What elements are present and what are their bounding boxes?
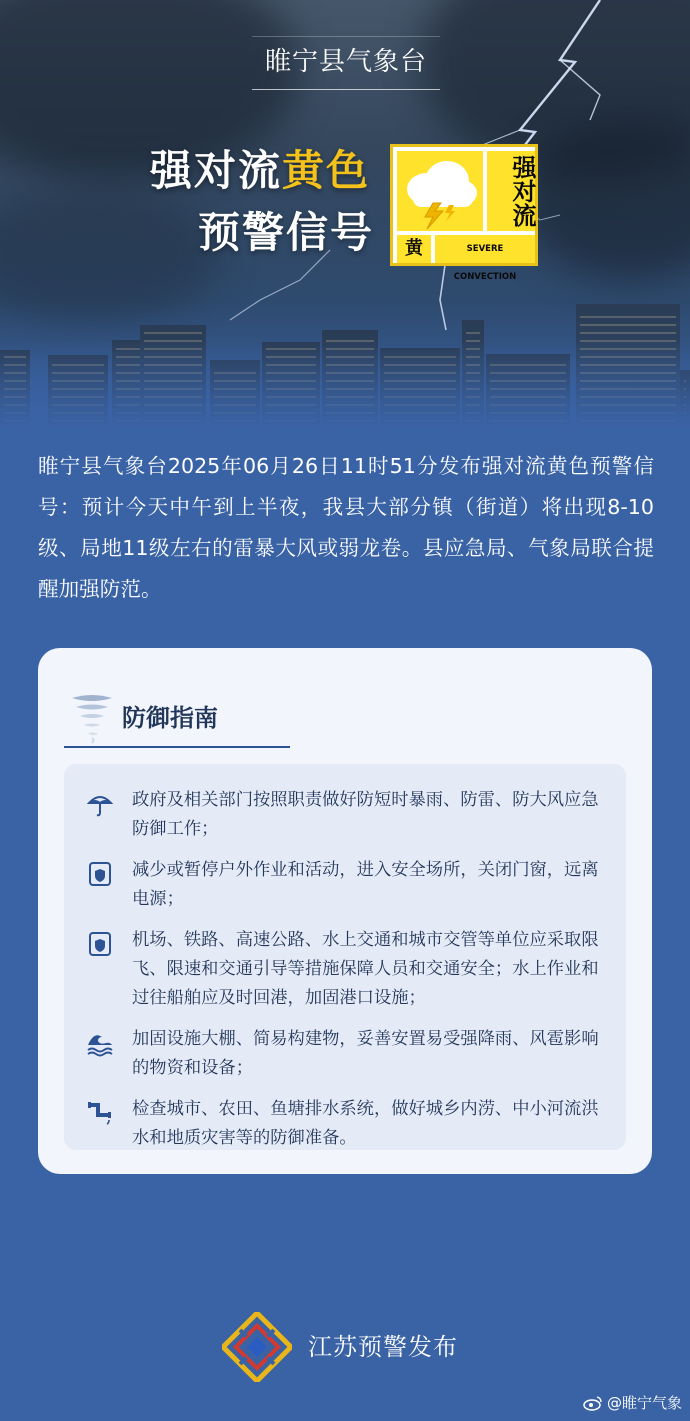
- title-line2: 预警信号: [198, 208, 375, 257]
- guide-item-text: 机场、铁路、高速公路、水上交通和城市交管等单位应采取限飞、限速和交通引导等措施保障人员和交通安全；水上作业和过往船舶应及时回港，加固港口设施；: [132, 930, 599, 1008]
- footer-brand-text: 江苏预警发布: [308, 1333, 458, 1361]
- guide-item: [64, 1025, 626, 1083]
- title-part1: 强对流: [150, 146, 283, 195]
- guide-item-text: 加固设施大棚、简易构建物，妥善安置易受强降雨、风雹影响的物资和设备；: [132, 1029, 599, 1078]
- guide-item: [64, 1095, 626, 1153]
- guide-title: 防御指南: [122, 704, 218, 732]
- footer-brand: [222, 1312, 482, 1382]
- guide-item: [64, 926, 626, 1013]
- shield-icon: [86, 930, 114, 958]
- signal-level: 黄: [397, 235, 431, 263]
- defense-guide-card: [38, 648, 652, 1174]
- shield-icon: [86, 860, 114, 888]
- guide-item-text: 减少或暂停户外作业和活动，进入安全场所，关闭门窗，远离电源；: [132, 860, 599, 909]
- alert-title: [150, 140, 374, 264]
- weibo-credit[interactable]: [583, 1392, 682, 1414]
- warning-notice: 睢宁县气象台2025年06月26日11时51分发布强对流黄色预警信号：预计今天中午到上半夜，我县大部分镇（街道）将出现8-10级、局地11级左右的雷暴大风或弱龙卷。县应急局、气象局联合提醒加强防范。: [38, 454, 654, 601]
- guide-item-text: 检查城市、农田、鱼塘排水系统，做好城乡内涝、中小河流洪水和地质灾害等的防御准备。: [132, 1099, 599, 1148]
- pipe-icon: [86, 1099, 114, 1127]
- wave-icon: [86, 1029, 114, 1057]
- warning-signal-badge: [390, 144, 538, 282]
- tornado-icon: [68, 692, 116, 744]
- hero-banner: [0, 0, 690, 430]
- guide-list: [64, 764, 626, 1150]
- weibo-handle: @睢宁气象: [606, 1394, 682, 1412]
- storm-cloud-icon: [397, 151, 483, 231]
- signal-english: SEVERE CONVECTION: [435, 235, 535, 263]
- agency-name: 睢宁县气象台: [252, 36, 440, 90]
- guide-item: [64, 786, 626, 844]
- umbrella-icon: [86, 790, 114, 818]
- jiangsu-warning-logo: [222, 1312, 292, 1382]
- guide-header: [64, 692, 290, 748]
- guide-item: [64, 856, 626, 914]
- weibo-icon: [583, 1395, 603, 1411]
- guide-item-text: 政府及相关部门按照职责做好防短时暴雨、防雷、防大风应急防御工作；: [132, 790, 599, 839]
- title-highlight: 黄色: [282, 146, 371, 195]
- signal-vertical-text: 强对流: [487, 151, 535, 231]
